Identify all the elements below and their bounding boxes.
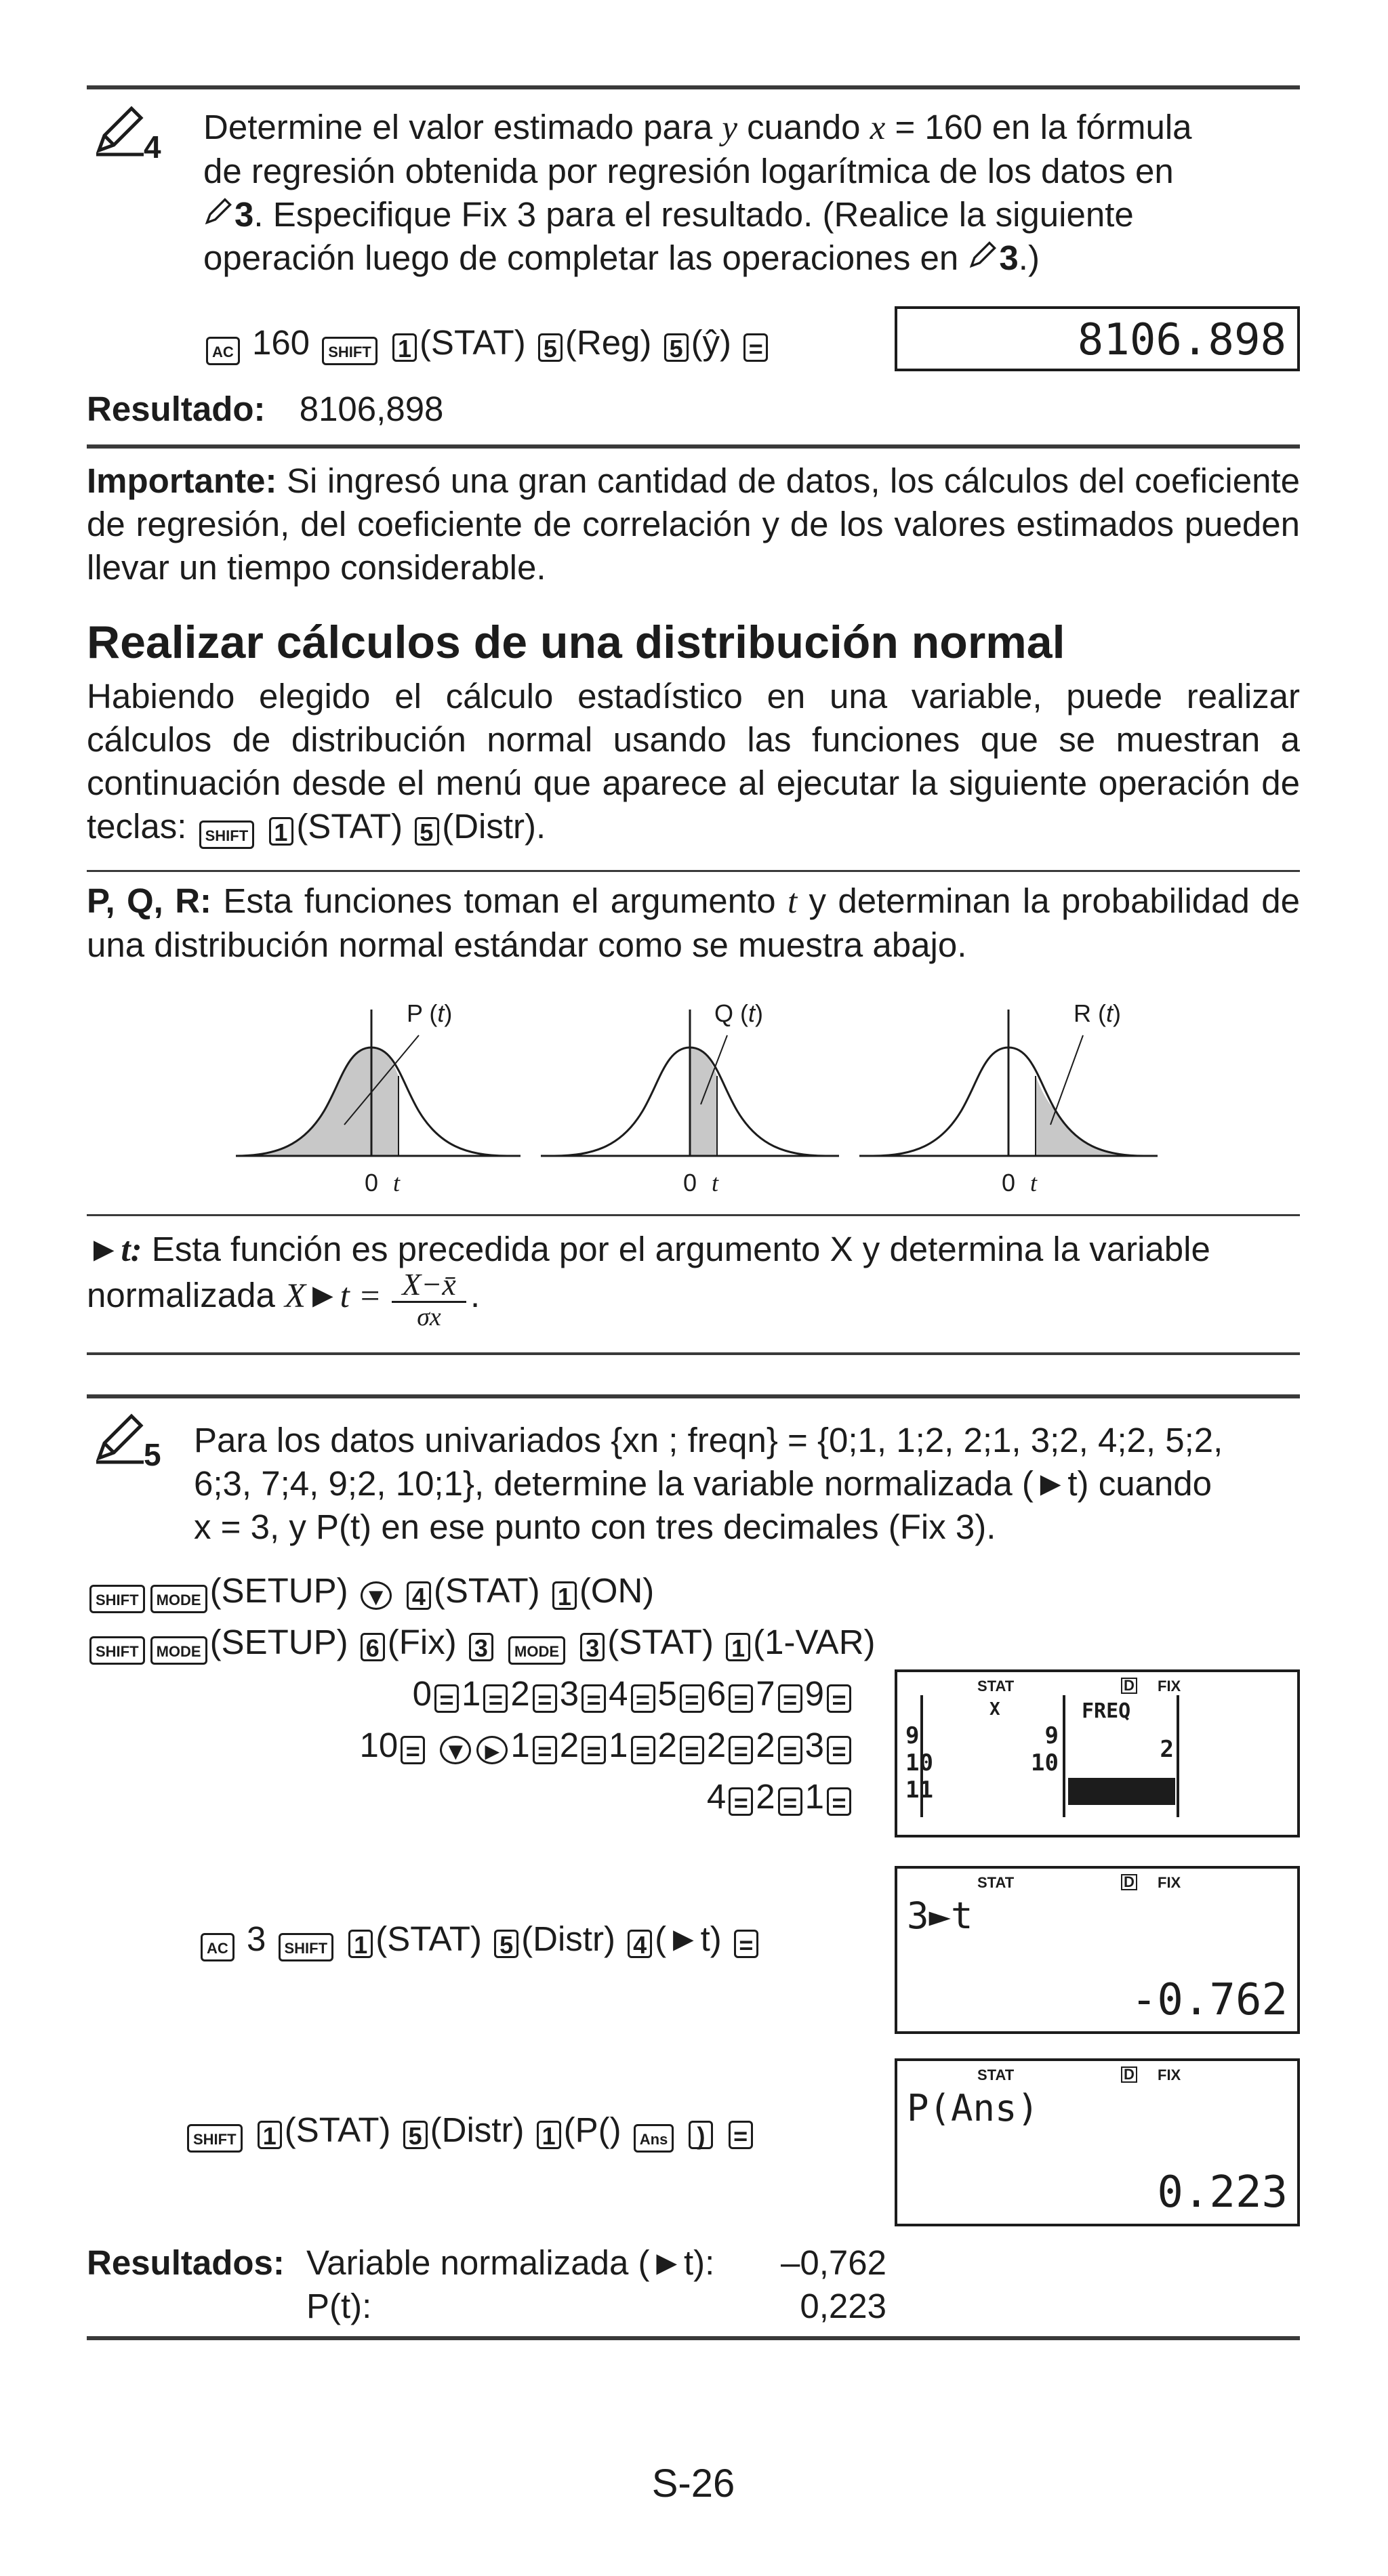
formula-denominator: σx [417,1303,441,1331]
equals-key: = [827,1787,851,1816]
ex4-result [87,388,443,431]
shift-key: SHIFT [279,1933,334,1961]
degree-indicator: D [1121,2066,1137,2083]
pencil-icon [92,1411,146,1465]
ex5-op1 [87,1569,654,1613]
down-arrow-key: ▼ [440,1736,471,1764]
fix-indicator: FIX [1158,1874,1181,1891]
column-x-header: X [989,1699,1000,1720]
var-t: t [787,883,798,921]
data-entry-row-3 [87,1775,854,1819]
on-label: (ON) [579,1571,655,1610]
important-text: Si ingresó una gran cantidad de datos, los cálculos del coeficiente de regresión, del coeficiente de correlación y de los valores estimados pueden llevar un tiempo considerable. [87,461,1300,587]
equals-key: = [778,1787,802,1816]
display-value: 8106.898 [1077,315,1286,365]
shift-key: SHIFT [187,2124,243,2153]
key-5: 5 [538,333,563,362]
distr-label: (Distr) [521,1919,615,1958]
fix-label: (Fix) [387,1623,457,1661]
equals-key: = [827,1736,851,1764]
results-label-text: Resultados: [87,2243,285,2282]
equals-key: = [631,1684,655,1713]
x-value: 9 [1044,1722,1059,1749]
column-divider [1177,1695,1179,1817]
key-5: 5 [494,1930,518,1958]
data-value: 10 [359,1726,399,1764]
column-freq-header: FREQ [1082,1699,1131,1723]
ex4-line1c: = 160 en la fórmula [885,108,1192,146]
ac-key: AC [201,1933,234,1961]
p-function-label: (P() [563,2111,621,2149]
pqr-text1: Esta funciones toman el argumento [211,881,788,920]
data-value: 0 [412,1674,432,1713]
ex5-line1: Para los datos univariados {xn ; freqn} = {0;1, 1;2, 2;1, 3;2, 4;2, 5;2, [194,1421,1223,1459]
row-number: 10 [905,1749,933,1777]
r-zero: 0 [1002,1169,1016,1197]
key-1: 1 [537,2121,561,2149]
t-formula-fraction [392,1268,466,1331]
ex5-op3 [198,1917,761,1961]
data-value: 2 [706,1726,727,1764]
page-number: S-26 [651,2461,735,2506]
key-4: 4 [407,1581,431,1610]
equals-key: = [581,1684,606,1713]
divider [87,1214,1300,1216]
p-tick: t [393,1169,401,1197]
screen-output: -0.762 [1130,1975,1288,2025]
important-note [87,459,1300,589]
t-formula-line [87,1274,382,1318]
p-graph [236,999,520,1197]
key-6: 6 [361,1633,385,1661]
stat-indicator: STAT [977,1874,1015,1891]
t-label: ►t: [87,1231,142,1269]
shift-key: SHIFT [89,1585,145,1613]
equals-key: = [680,1684,704,1713]
r-graph [859,999,1158,1197]
q-zero: 0 [683,1169,697,1197]
data-value: 2 [510,1674,530,1713]
shift-key: SHIFT [322,337,377,365]
pencil-ref-icon [203,193,234,236]
fix-indicator: FIX [1158,2066,1181,2083]
distr-label: (Distr). [442,807,546,846]
data-value: 2 [657,1726,677,1764]
ex5-line2: 6;3, 7;4, 9;2, 10;1}, determine la variable normalizada (►t) cuando [194,1464,1212,1503]
example-5-text [194,1419,1305,1549]
example-number: 4 [144,129,161,165]
freq-entries [510,1726,854,1764]
data-value: 1 [510,1726,530,1764]
stat-label: (STAT) [296,807,403,846]
shift-key: SHIFT [199,820,255,849]
result-1-label: Variable normalizada (►t): [306,2243,715,2282]
calculator-display [895,306,1300,371]
x-values [1026,1722,1059,1777]
equals-key: = [778,1736,802,1764]
section-title: Realizar cálculos de una distribución normal [87,617,1065,668]
ans-key: Ans [634,2124,674,2153]
p-label: P (t) [407,999,453,1027]
equals-key: = [729,1787,753,1816]
key-1: 1 [258,2121,282,2149]
result-label: Resultado: [87,390,266,428]
divider [87,1352,1300,1355]
ex4-line2: de regresión obtenida por regresión logarítmica de los datos en [203,152,1174,190]
q-graph [541,999,839,1197]
equals-key: = [743,333,768,362]
key-3: 3 [469,1633,493,1661]
data-value: 2 [559,1726,579,1764]
equals-key: = [729,1736,753,1764]
p-zero: 0 [365,1169,379,1197]
t-function-description [87,1228,1300,1272]
stat-editor-screen [895,1669,1300,1837]
key-5: 5 [664,333,689,362]
pqr-label: P, Q, R: [87,881,212,920]
key-1: 1 [348,1930,373,1958]
equals-key: = [729,2121,753,2149]
t-function-label: (►t) [655,1919,722,1958]
var-y: y [722,109,737,147]
pencil-icon [92,103,146,157]
pqr-description [87,879,1300,967]
ex4-line4-end: .) [1018,238,1040,277]
ex5-op2 [87,1621,876,1665]
close-paren-key: ) [689,2121,713,2149]
fix-indicator: FIX [1158,1678,1181,1695]
stat-label: (STAT) [375,1919,482,1958]
ex5-op4 [184,2108,756,2153]
stat-indicator: STAT [977,1678,1015,1695]
data-value: 4 [609,1674,628,1713]
q-tick: t [712,1169,719,1197]
important-label: Importante: [87,461,277,500]
equals-key: = [434,1684,459,1713]
formula-end: . [470,1276,481,1314]
stat-label: (STAT) [419,323,526,362]
ex4-line1a: Determine el valor estimado para [203,108,722,146]
freq-value: 2 [1160,1736,1174,1763]
pqr-text2: y determinan la probabilidad de una distribución normal estándar como se muestra abajo. [87,881,1300,964]
stat-label: (STAT) [433,1571,540,1610]
ex4-ref: 3 [999,238,1019,277]
mode-key: MODE [150,1636,207,1665]
equals-key: = [680,1736,704,1764]
data-value: 7 [756,1674,775,1713]
data-value: 3 [559,1674,579,1713]
data-value: 3 [804,1726,824,1764]
mode-key: MODE [150,1585,207,1613]
normal-distribution-graphs [236,996,1252,1206]
mode-key: MODE [508,1636,565,1665]
equals-key: = [734,1930,758,1958]
row-numbers [905,1722,933,1804]
equals-key: = [533,1684,557,1713]
data-value: 6 [706,1674,727,1713]
equals-key: = [581,1736,606,1764]
key-5: 5 [415,817,439,846]
result-2-label: P(t): [306,2287,372,2325]
ex4-line1b: cuando [737,108,870,146]
data-value: 5 [657,1674,677,1713]
data-value: 4 [706,1777,727,1816]
degree-indicator: D [1121,1874,1137,1890]
screen-input: P(Ans) [907,2087,1040,2130]
x-value: 10 [1031,1749,1059,1777]
ex4-line4: operación luego de completar las operaciones en [203,238,968,277]
key-1: 1 [269,817,293,846]
ex5-line3: x = 3, y P(t) en ese punto con tres decimales (Fix 3). [194,1508,996,1546]
result-1-value: –0,762 [781,2243,886,2282]
t-line2: normalizada [87,1276,285,1314]
p-result-screen [895,2058,1300,2226]
ex4-line3: . Especifique Fix 3 para el resultado. (Realice la siguiente [253,195,1134,234]
example-number: 5 [144,1437,161,1472]
equals-key: = [483,1684,508,1713]
formula-left: X►t = [284,1277,382,1315]
cursor-highlight [1068,1778,1175,1805]
t-text: Esta función es precedida por el argumento X y determina la variable [142,1230,1210,1268]
shift-key: SHIFT [89,1636,145,1665]
section-intro [87,675,1300,849]
example-4-text [203,106,1301,280]
result-value: 8106,898 [299,390,444,428]
formula-numerator: X−x̄ [392,1268,466,1303]
data-value: 9 [804,1674,824,1713]
equals-key: = [827,1684,851,1713]
key-3: 3 [580,1633,605,1661]
equals-key: = [401,1736,425,1764]
ex4-keystrokes [203,321,771,365]
results-label [87,2241,285,2285]
result-2-value: 0,223 [800,2287,886,2325]
degree-indicator: D [1121,1678,1137,1694]
divider [87,1394,1300,1398]
data-value: 2 [756,1777,775,1816]
reg-label: (Reg) [565,323,652,362]
column-divider [1063,1695,1065,1817]
bottom-rule [87,2336,1300,2340]
top-rule [87,85,1300,89]
stat-label: (STAT) [284,2111,391,2149]
equals-key: = [533,1736,557,1764]
q-label: Q (t) [714,999,764,1027]
ex4-ref: 3 [234,195,254,234]
t-result-screen [895,1866,1300,2034]
key-1: 1 [552,1581,577,1610]
key-4: 4 [628,1930,652,1958]
pencil-ref-icon [968,236,999,280]
data-value: 1 [462,1674,481,1713]
example-5-marker [92,1411,167,1472]
down-arrow-key: ▼ [361,1581,392,1610]
divider [87,870,1300,872]
data-value: 1 [804,1777,824,1816]
number-3: 3 [246,1919,266,1958]
r-label: R (t) [1074,999,1122,1027]
yhat-label: (ŷ) [691,323,732,362]
key-1: 1 [392,333,417,362]
var-x: x [870,109,886,147]
key-1: 1 [726,1633,750,1661]
right-arrow-key: ► [476,1736,508,1764]
data-value: 1 [609,1726,628,1764]
r-tick: t [1030,1169,1038,1197]
data-entry-row-2 [87,1724,854,1767]
intro-text: Habiendo elegido el cálculo estadístico en una variable, puede realizar cálculos de distribución normal usando las funciones que se muestran a continuación desde el menú que aparece al ejecutar la siguiente operación de teclas: [87,677,1300,846]
example-4-marker [92,103,167,165]
equals-key: = [631,1736,655,1764]
distr-label: (Distr) [430,2111,525,2149]
number-160: 160 [251,323,310,362]
setup-label: (SETUP) [209,1623,348,1661]
key-5: 5 [403,2121,428,2149]
screen-output: 0.223 [1157,2167,1288,2218]
stat-indicator: STAT [977,2066,1015,2083]
equals-key: = [729,1684,753,1713]
divider [87,444,1300,449]
data-entry-row-1 [87,1672,854,1716]
var-label: (1-VAR) [753,1623,876,1661]
row-number: 11 [905,1777,933,1804]
ac-key: AC [206,337,240,365]
stat-label: (STAT) [607,1623,714,1661]
setup-label: (SETUP) [209,1571,348,1610]
row-number: 9 [905,1722,920,1749]
screen-input: 3►t [907,1894,973,1937]
equals-key: = [778,1684,802,1713]
data-value: 2 [756,1726,775,1764]
